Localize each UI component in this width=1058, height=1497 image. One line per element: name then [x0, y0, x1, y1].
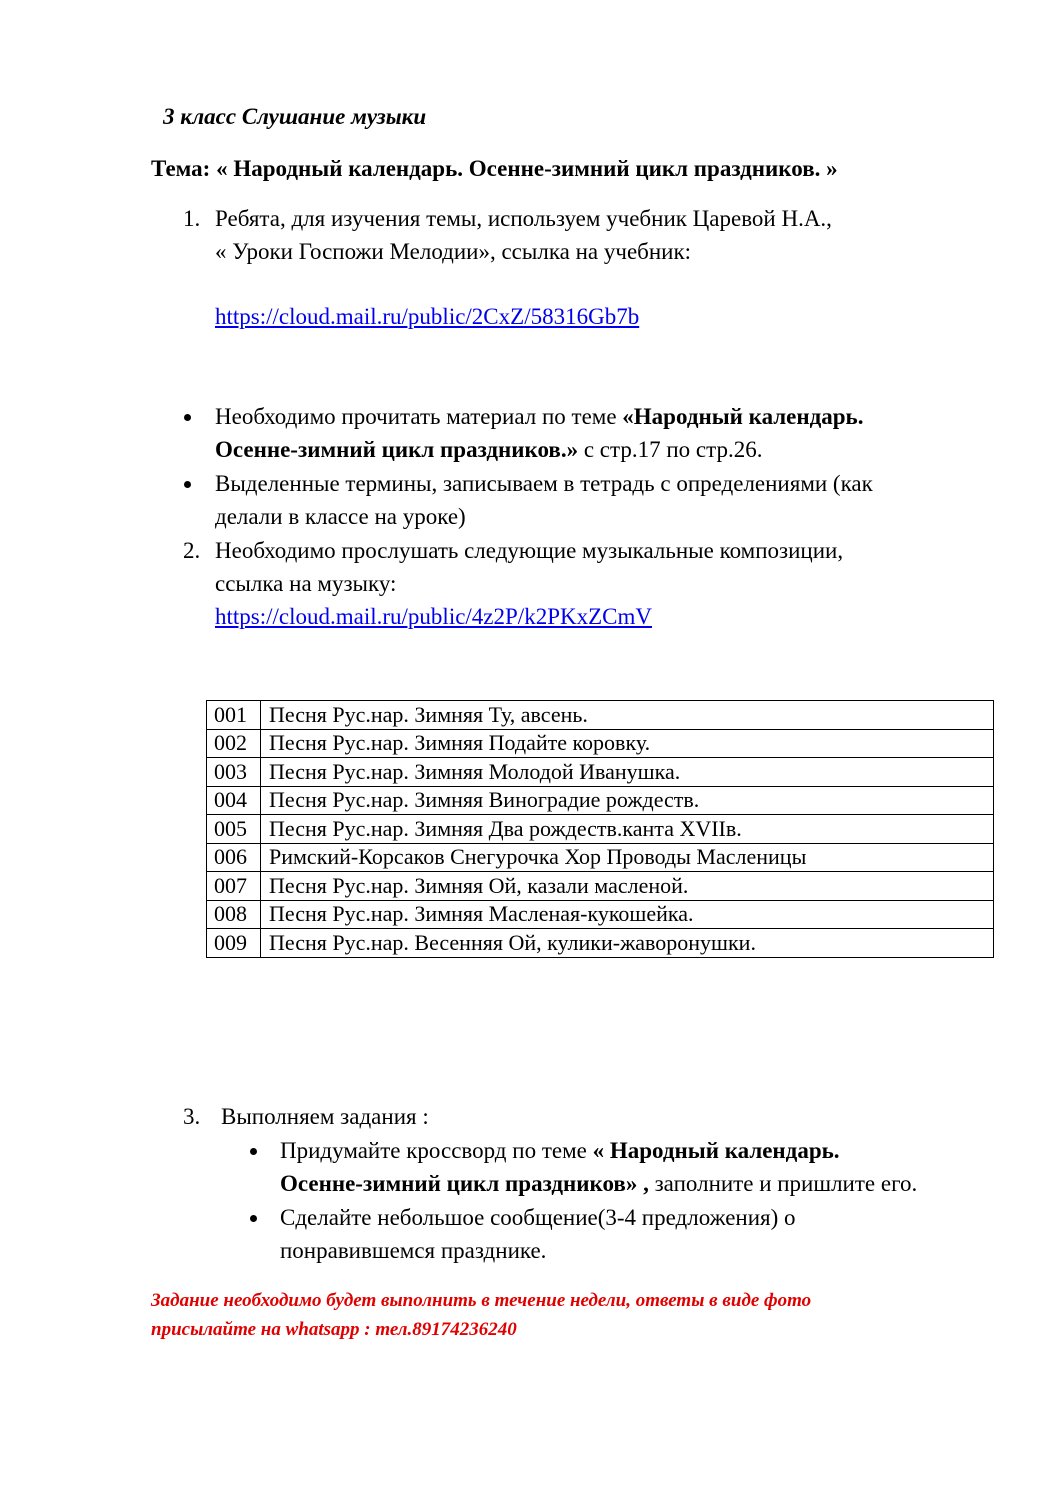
bullet1-line2 — [215, 434, 762, 466]
table-row — [207, 843, 994, 872]
table-row — [207, 758, 994, 787]
task2-line2: понравившемся празднике. — [280, 1238, 547, 1263]
track-number: 006 — [207, 843, 261, 872]
section2-line2: ссылка на музыку: — [215, 571, 397, 596]
section1-line1: Ребята, для изучения темы, используем учебник Царевой Н.А., — [215, 206, 832, 231]
table-row — [207, 872, 994, 901]
section2-line1: Необходимо прослушать следующие музыкальные композиции, — [215, 538, 844, 563]
task1-bold-topic-2: Осенне-зимний цикл праздников» , — [280, 1171, 649, 1196]
bullet1-bold-topic-2: Осенне-зимний цикл праздников.» — [215, 437, 579, 462]
table-row — [207, 900, 994, 929]
track-number: 007 — [207, 872, 261, 901]
page-title: 3 класс Слушание музыки — [163, 104, 427, 129]
bullet1-line1 — [215, 401, 863, 433]
tracks-table-body — [207, 701, 994, 958]
track-title: Песня Рус.нар. Зимняя Подайте коровку. — [261, 729, 994, 758]
task2-line1: Сделайте небольшое сообщение(3-4 предложения) о — [280, 1205, 796, 1230]
music-link[interactable]: https://cloud.mail.ru/public/4z2P/k2PKxZCmV — [215, 604, 652, 629]
task1-line1 — [280, 1135, 840, 1167]
track-number: 009 — [207, 929, 261, 958]
task1-text: Придумайте кроссворд по теме — [280, 1138, 593, 1163]
bullet2-line2: делали в классе на уроке) — [215, 504, 466, 529]
list-number-3: 3. — [183, 1104, 201, 1129]
table-row — [207, 729, 994, 758]
track-title: Песня Рус.нар. Весенняя Ой, кулики-жаворонушки. — [261, 929, 994, 958]
bullet1-text: Необходимо прочитать материал по теме — [215, 404, 623, 429]
track-number: 002 — [207, 729, 261, 758]
textbook-link[interactable]: https://cloud.mail.ru/public/2CxZ/58316Gb7b — [215, 304, 640, 329]
task1-line2 — [280, 1168, 917, 1200]
table-row — [207, 786, 994, 815]
task1-bold-topic: « Народный календарь. — [592, 1138, 840, 1163]
bullet-icon — [250, 1215, 257, 1222]
bullet1-bold-topic: «Народный календарь. — [622, 404, 864, 429]
track-number: 001 — [207, 701, 261, 730]
track-number: 004 — [207, 786, 261, 815]
bullet-icon — [184, 414, 191, 421]
deadline-note-line1: Задание необходимо будет выполнить в течение недели, ответы в виде фото — [151, 1290, 812, 1311]
section3-title: Выполняем задания : — [221, 1104, 429, 1129]
track-title: Песня Рус.нар. Зимняя Виноградие рождеств. — [261, 786, 994, 815]
table-row — [207, 929, 994, 958]
table-row — [207, 815, 994, 844]
bullet-icon — [184, 481, 191, 488]
section1-line2: « Уроки Госпожи Мелодии», ссылка на учебник: — [215, 239, 692, 264]
track-title: Песня Рус.нар. Зимняя Молодой Иванушка. — [261, 758, 994, 787]
bullet-icon — [250, 1148, 257, 1155]
list-number-1: 1. — [183, 206, 201, 231]
track-number: 005 — [207, 815, 261, 844]
tracks-table — [206, 700, 994, 958]
track-title: Римский-Корсаков Снегурочка Хор Проводы Масленицы — [261, 843, 994, 872]
list-number-2: 2. — [183, 538, 201, 563]
topic-heading: Тема: « Народный календарь. Осенне-зимний цикл праздников. » — [151, 156, 838, 181]
track-number: 003 — [207, 758, 261, 787]
table-row — [207, 701, 994, 730]
deadline-note-line2: присылайте на whatsapp : тел.89174236240 — [151, 1319, 517, 1340]
task1-post: заполните и пришлите его. — [648, 1171, 918, 1196]
track-title: Песня Рус.нар. Зимняя Ту, авсень. — [261, 701, 994, 730]
track-title: Песня Рус.нар. Зимняя Ой, казали масленой. — [261, 872, 994, 901]
bullet1-pages: с стр.17 по стр.26. — [578, 437, 763, 462]
bullet2-line1: Выделенные термины, записываем в тетрадь с определениями (как — [215, 471, 873, 496]
track-title: Песня Рус.нар. Зимняя Два рождеств.канта XVIIв. — [261, 815, 994, 844]
track-number: 008 — [207, 900, 261, 929]
track-title: Песня Рус.нар. Зимняя Масленая-кукошейка. — [261, 900, 994, 929]
